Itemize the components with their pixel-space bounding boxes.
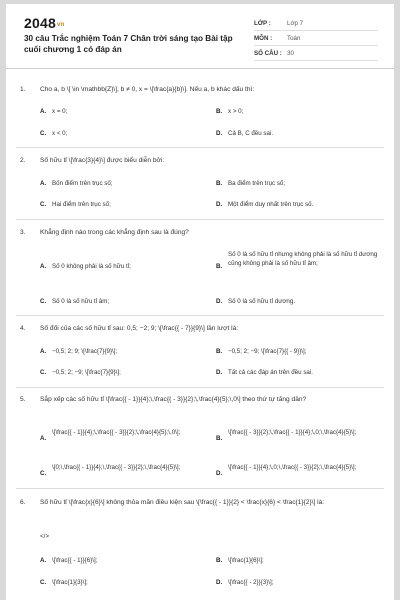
meta-subject: MÔN : Toán bbox=[254, 31, 378, 46]
question-divider bbox=[16, 219, 384, 220]
meta-question-count: SỐ CÂU : 30 bbox=[254, 46, 378, 61]
question-divider bbox=[16, 147, 384, 148]
document-title: 30 câu Trắc nghiệm Toán 7 Chân trời sáng tạo Bài tập cuối chương 1 có đáp án bbox=[24, 34, 233, 54]
question-divider bbox=[16, 488, 384, 489]
document-page: 2048vn 30 câu Trắc nghiệm Toán 7 Chân trời sáng tạo Bài tập cuối chương 1 có đáp án LỚP : Lớp 7 MÔN : Toán SỐ CÂU : 30 1. Cho a, b \[ \in \mathbb{Z}\], b ≠ 0, x = \[\frac{a}{b}\]. Nếu a, b khác dấu thì: A. x = 0; B. x > 0; C. x < 0; D. Cả B, C đều sai. 2. Số hữu tỉ \[\frac{3}{4}\] được biểu diễn bởi: A. Bốn điểm trên trục số; B. Ba điểm trên trục số; C. Hai điểm trên trục số; D. Một điểm duy nhất trên trục số. 3. Khẳng định nào trong các khẳng định sau là đúng? A. Số 0 không phải là số hữu tỉ; B. Số 0 là số hữu tỉ nhưng không phải là số hữu tỉ dương cũng không phải là số hữu tỉ âm; C. Số 0 là số hữu tỉ âm; D. Số 0 là số hữu tỉ dương. 4. Số đối của các số hữu tỉ sau: 0,5; −2; 9; \[\frac{{ - 7}}{9}\] lần lượt là: A. −0,5; 2; 9; \[\frac{7}{9}\]; B. −0,5; 2; −9; \[\frac{7}{{ - 9}}\]; C. −0,5; 2; −9; \[\frac{7}{9}\]; D. Tất cả các đáp án trên đều sai. 5. Sắp xếp các số hữu tỉ \[\frac{{ - 1}}{4};\,\frac{{ - 3}}{2};\,\frac{4}{5};\,0\] theo thứ tự tăng dần? A. \[\frac{{ - 1}}{4};\,\frac{{ - 3}}{2};\,\frac{4}{5};\,0\]; B. \[\frac{{ - 3}}{2};\,\frac{{ - 1}}{4};\,0;\,\frac{4}{5}\]; C. \[0;\,\frac{{ - 1}}{4};\,\frac{{ - 3}}{2};\,\frac{4}{5}\]; D. \[\frac{{ - 1}}{4};\,0;\,\frac{{ - 3}}{2};\,\frac{4}{5}\]; 6. Số hữu tỉ \[\frac{x}{6}\] không thỏa mãn điều kiện sau \[\frac{{ - 1}}{2} < \frac{x}{6} < \frac{1}{2}\] là: </> A. \[\frac{{ - 1}}{6}\]; B. \[\frac{1}{6}\]; C. \[\frac{1}{3}\]; D. \[\frac{{ - 2}}{3}\]; bbox=[6, 4, 394, 600]
site-logo[interactable]: 2048vn bbox=[24, 15, 65, 31]
meta-class: LỚP : Lớp 7 bbox=[254, 16, 378, 31]
question-6-extra: </> bbox=[40, 533, 49, 540]
document-meta bbox=[254, 16, 378, 61]
question-divider bbox=[16, 387, 384, 388]
document-header bbox=[6, 4, 394, 69]
question-divider bbox=[16, 315, 384, 316]
